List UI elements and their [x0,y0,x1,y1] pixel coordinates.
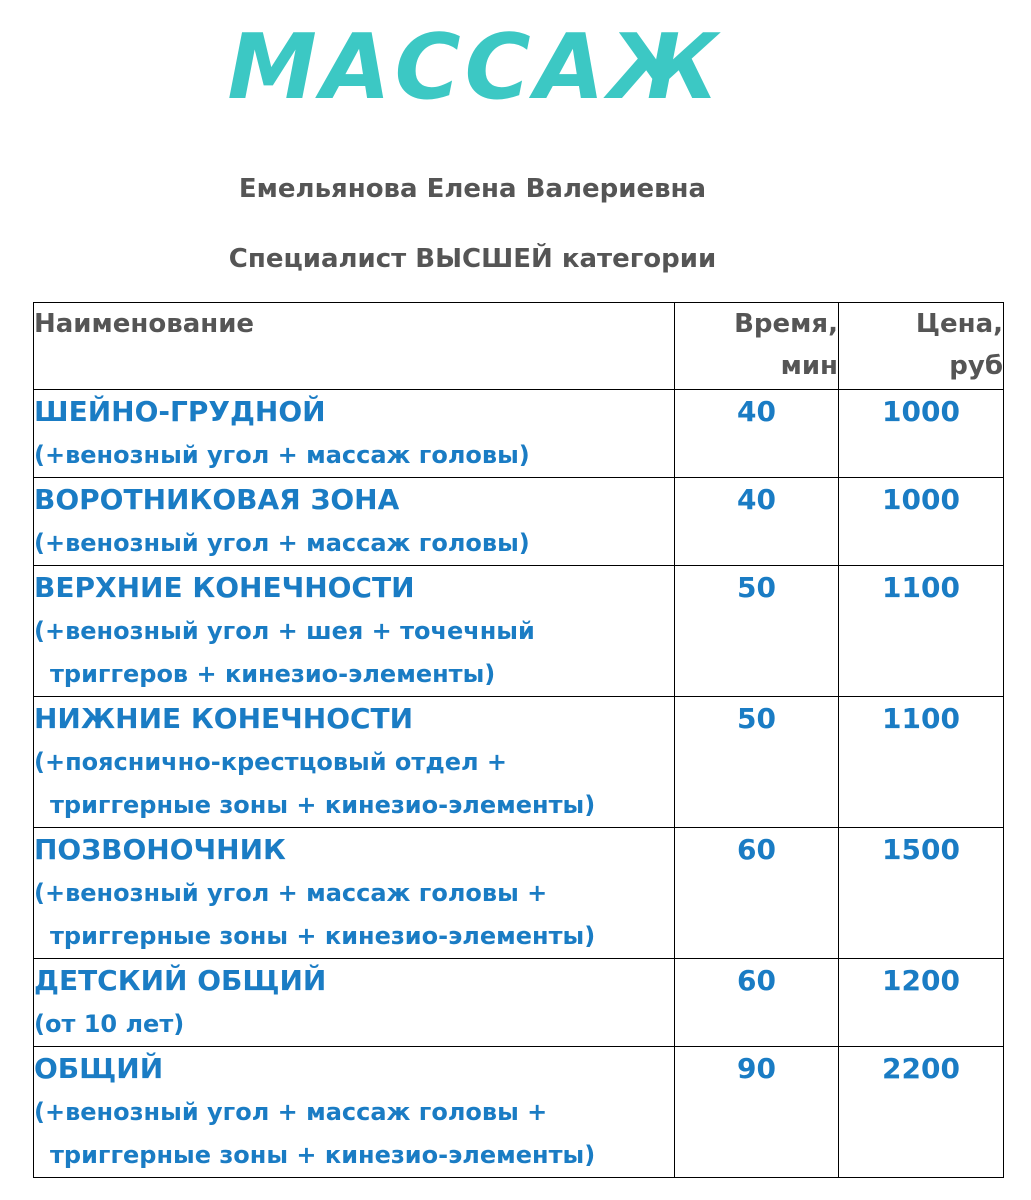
page-title: МАССАЖ [227,15,723,120]
header-time-unit: мин [780,351,838,381]
table-row [34,1047,1004,1178]
service-time: 60 [675,959,839,1047]
service-description: триггерные зоны + кинезио-элементы) [50,791,596,819]
service-time: 90 [675,1047,839,1178]
service-cell [34,959,675,1047]
service-time: 60 [675,828,839,959]
table-row [34,828,1004,959]
header-price-label: Цена, [915,309,1003,339]
service-description: (+венозный угол + массаж головы + [34,1098,548,1126]
service-description: (+пояснично-крестцовый отдел + [34,748,508,776]
service-price: 1000 [839,478,1004,566]
header-name [34,303,675,390]
service-time: 50 [675,697,839,828]
service-description: (+венозный угол + массаж головы) [34,529,530,557]
specialist-category: Специалист ВЫСШЕЙ категории [228,244,717,274]
header-time [675,303,839,390]
table-row [34,390,1004,478]
service-cell [34,478,675,566]
service-description: (от 10 лет) [34,1010,185,1038]
service-price: 1100 [839,566,1004,697]
service-title: ВОРОТНИКОВАЯ ЗОНА [34,483,400,516]
service-price: 2200 [839,1047,1004,1178]
table-row [34,959,1004,1047]
service-description: триггерные зоны + кинезио-элементы) [50,922,596,950]
table-row [34,478,1004,566]
service-description: триггерные зоны + кинезио-элементы) [50,1141,596,1169]
service-title: ПОЗВОНОЧНИК [34,833,286,866]
table-header-row [34,303,1004,390]
service-title: НИЖНИЕ КОНЕЧНОСТИ [34,702,414,735]
service-title: ВЕРХНИЕ КОНЕЧНОСТИ [34,571,415,604]
table-row [34,697,1004,828]
service-price: 1100 [839,697,1004,828]
service-time: 40 [675,390,839,478]
service-price: 1500 [839,828,1004,959]
table-row [34,566,1004,697]
service-description: (+венозный угол + шея + точечный [34,617,535,645]
service-price: 1200 [839,959,1004,1047]
service-title: ОБЩИЙ [34,1052,164,1085]
header-price [839,303,1004,390]
header-price-unit: руб [949,351,1003,381]
service-title: ШЕЙНО-ГРУДНОЙ [34,395,326,428]
header-time-label: Время, [734,309,838,339]
service-cell [34,828,675,959]
service-price: 1000 [839,390,1004,478]
specialist-name: Емельянова Елена Валериевна [238,174,707,204]
service-cell [34,390,675,478]
service-time: 50 [675,566,839,697]
service-cell [34,697,675,828]
service-cell [34,1047,675,1178]
service-time: 40 [675,478,839,566]
service-description: триггеров + кинезио-элементы) [50,660,496,688]
price-table [33,302,1004,1178]
service-description: (+венозный угол + массаж головы) [34,441,530,469]
service-description: (+венозный угол + массаж головы + [34,879,548,907]
service-cell [34,566,675,697]
service-title: ДЕТСКИЙ ОБЩИЙ [34,964,327,997]
header-name-label: Наименование [34,309,255,339]
